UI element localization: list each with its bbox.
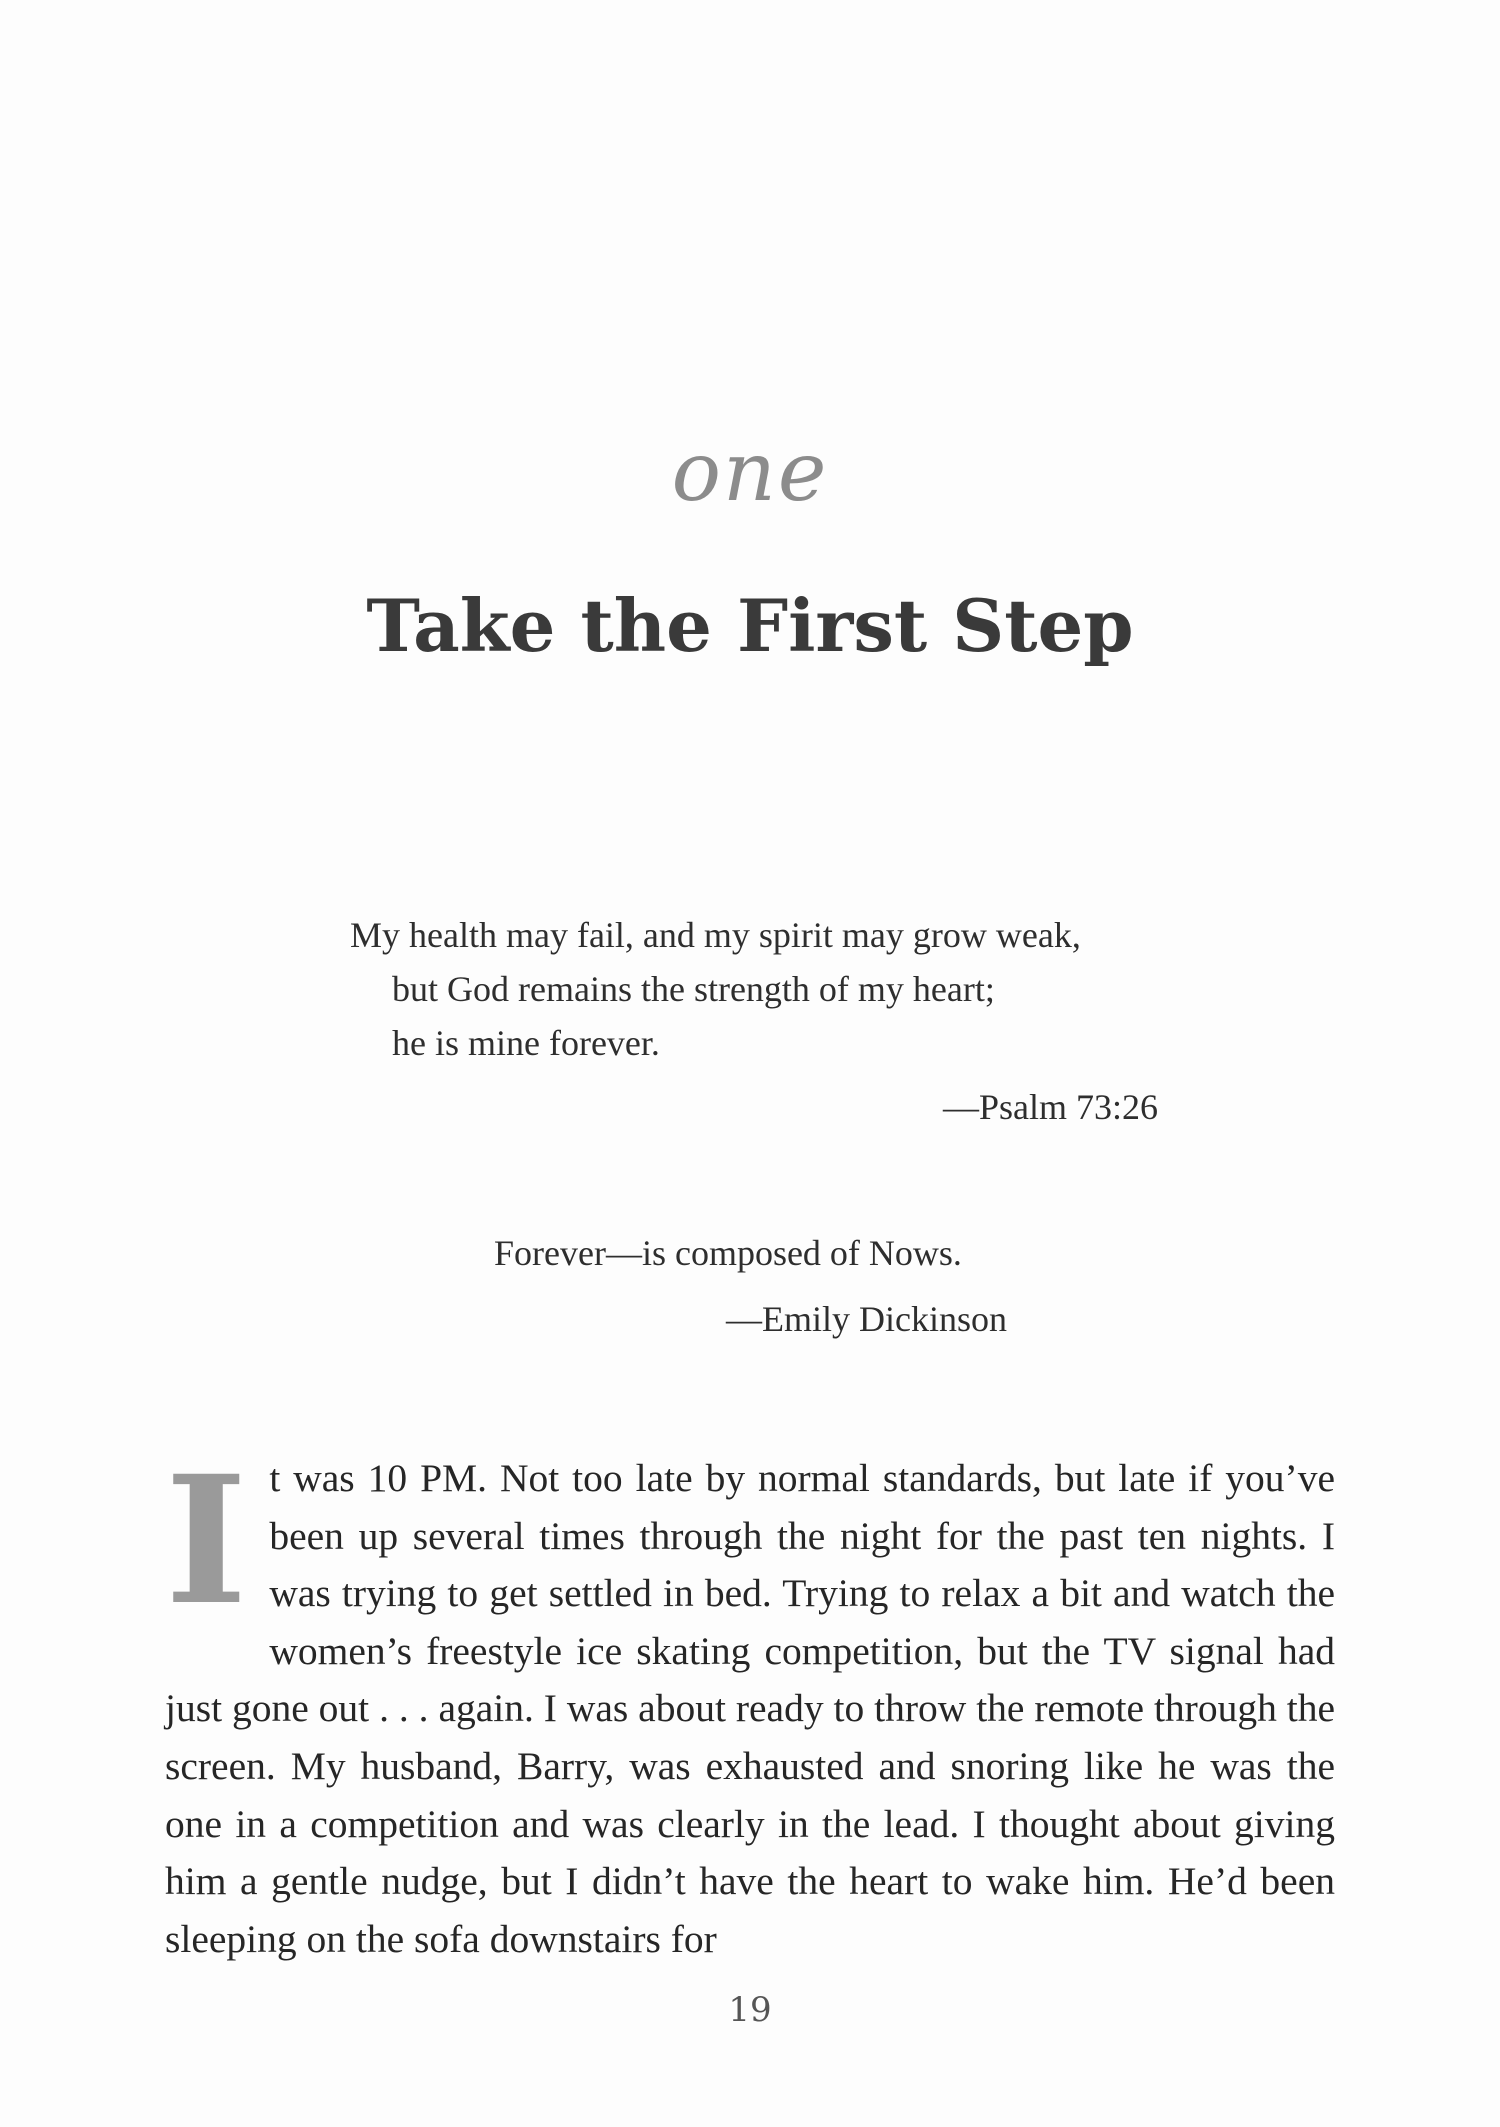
body-text: t was 10 PM. Not too late by normal standards, but late if you’ve been up several times through the night for the past ten nights. I was trying to get settled in bed. Trying to relax a bit and watch the women’s freestyle ice skating competition, but the TV signal had just gone out . . . again. I was about ready to throw the remote through the screen. My husband, Barry, was exhausted and snoring like he was the one in a competition and was clearly in the lead. I thought about giving him a gentle nudge, but I didn’t have the heart to wake him. He’d been sleeping on the sofa downstairs for (165, 1456, 1335, 1961)
chapter-number: one (671, 425, 829, 520)
drop-cap: I (165, 1437, 248, 1644)
epigraph-line: he is mine forever. (392, 1023, 660, 1063)
body-paragraph (165, 1437, 1335, 1968)
epigraph-attribution: —Emily Dickinson (726, 1299, 1007, 1339)
chapter-title: Take the First Step (366, 583, 1134, 668)
epigraph-line: My health may fail, and my spirit may grow weak, (350, 915, 1081, 955)
epigraph-line: but God remains the strength of my heart; (392, 969, 995, 1009)
page-number: 19 (728, 1990, 772, 2030)
epigraph-line: Forever—is composed of Nows. (494, 1233, 962, 1273)
epigraph-attribution: —Psalm 73:26 (942, 1087, 1158, 1127)
